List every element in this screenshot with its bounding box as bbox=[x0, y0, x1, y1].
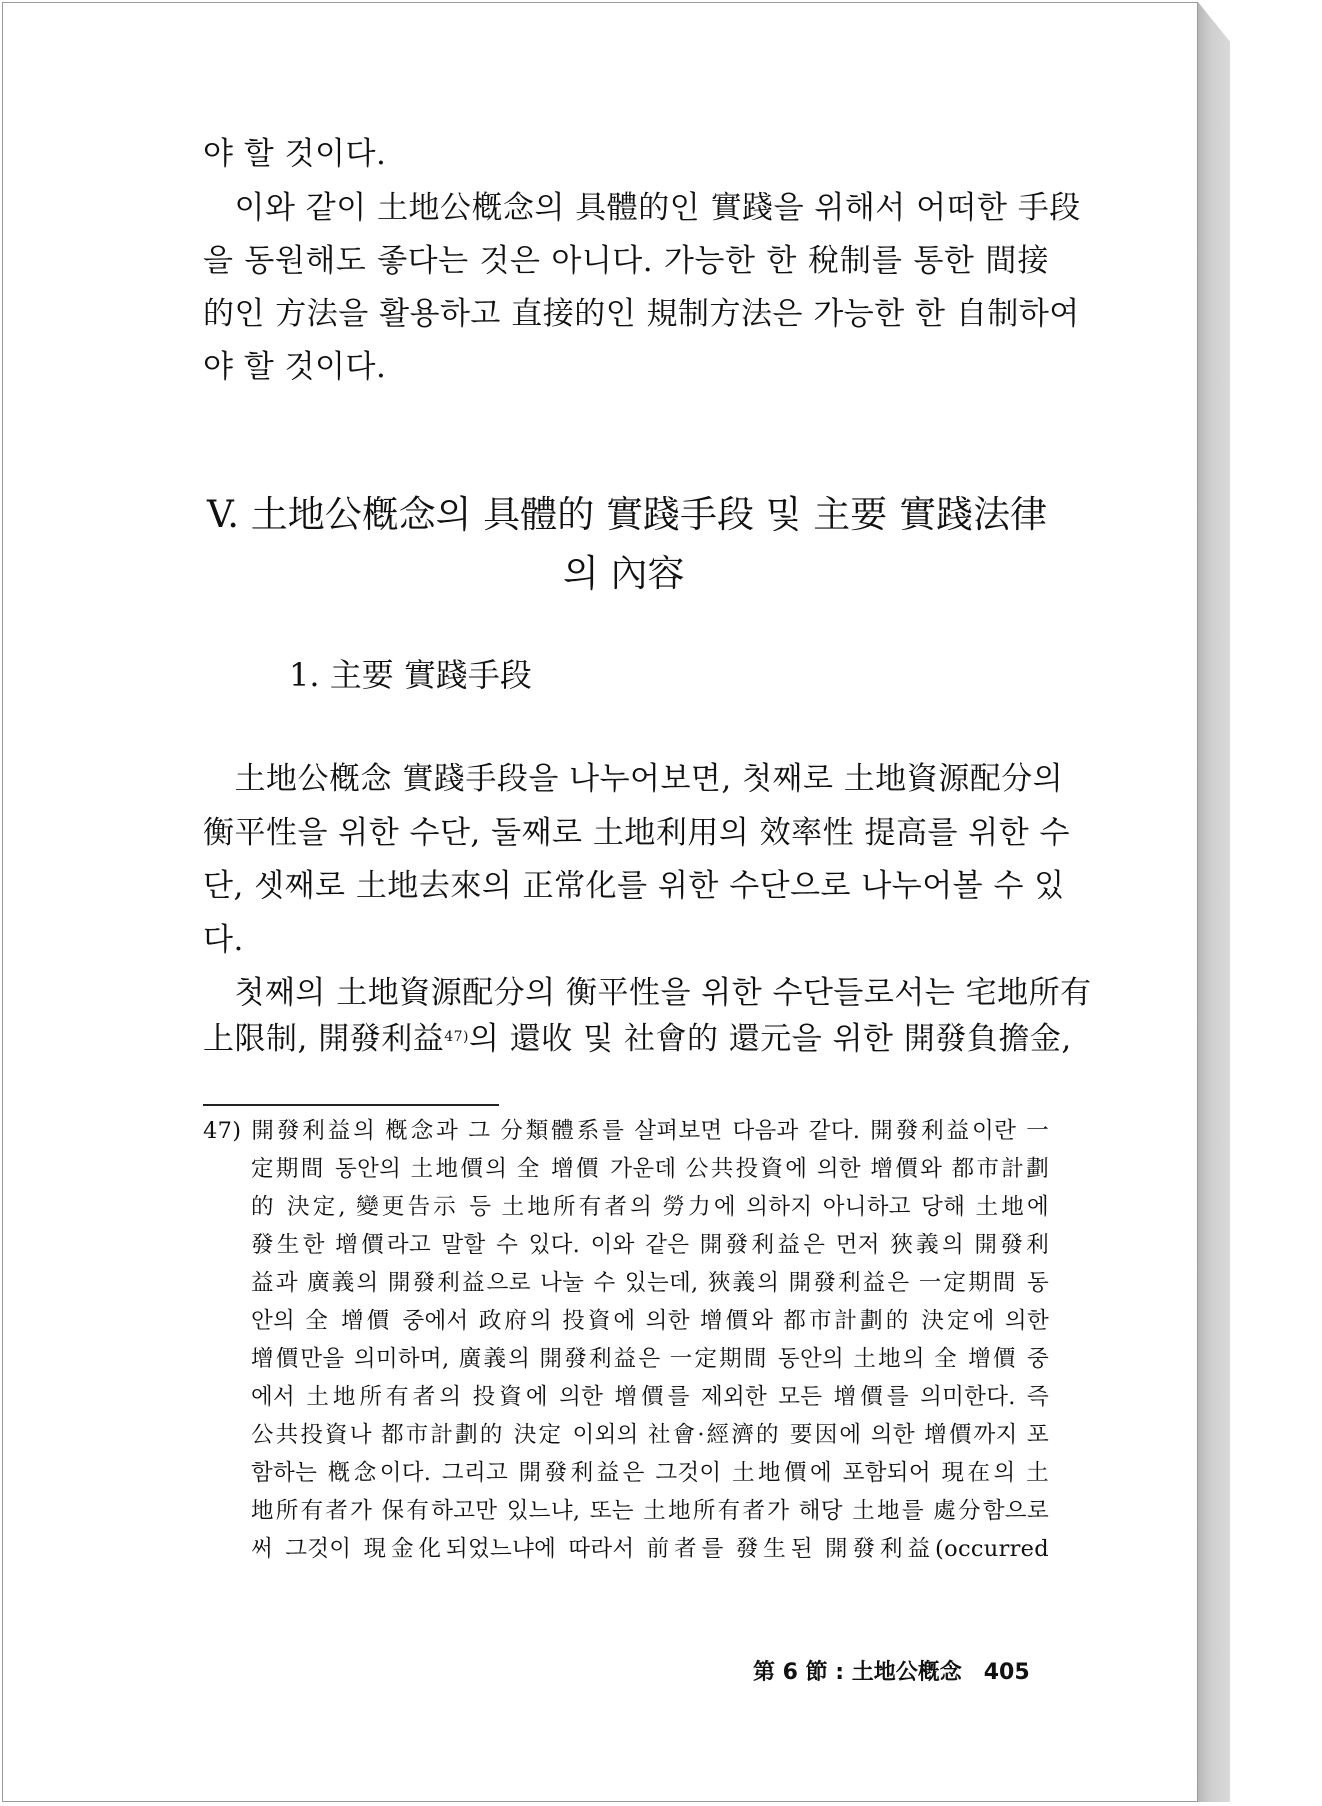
section-heading-continued: 의 內容 bbox=[563, 552, 685, 595]
footnote-line-7: 增價만을 의미하며, 廣義의 開發利益은 一定期間 동안의 土地의 全 增價 중 bbox=[251, 1346, 1049, 1372]
footnote-line-2: 定期間 동안의 土地價의 全 增價 가운데 公共投資에 의한 增價와 都市計劃 bbox=[251, 1156, 1049, 1182]
footnote-line-8: 에서 土地所有者의 投資에 의한 增價를 제외한 모든 增價를 의미한다. 즉 bbox=[251, 1384, 1049, 1410]
footnote-line-9: 公共投資나 都市計劃的 決定 이외의 社會·經濟的 要因에 의한 增價까지 포 bbox=[251, 1422, 1049, 1448]
footnote-line-10: 함하는 槪念이다. 그리고 開發利益은 그것이 土地價에 포함되어 現在의 土 bbox=[251, 1460, 1049, 1486]
intro-line-2: 이와 같이 土地公槪念의 具體的인 實踐을 위해서 어떠한 手段 bbox=[203, 190, 1081, 226]
para1-line-3: 단, 셋째로 土地去來의 正常化를 위한 수단으로 나누어볼 수 있 bbox=[203, 868, 1065, 904]
footnote-divider bbox=[203, 1104, 499, 1106]
subsection-heading: 1. 主要 實踐手段 bbox=[289, 656, 532, 694]
page-edge-shadow bbox=[1198, 2, 1230, 1802]
page-footer bbox=[753, 1655, 1030, 1686]
footnote-reference: 47) bbox=[444, 1029, 469, 1045]
footnote-line-1: 47) 開發利益의 槪念과 그 分類體系를 살펴보면 다음과 같다. 開發利益이란 一 bbox=[203, 1118, 1049, 1144]
para2-line-2-start: 上限制, 開發利益 bbox=[203, 1021, 445, 1057]
document-page bbox=[2, 2, 1198, 1802]
page-number: 405 bbox=[983, 1660, 1030, 1685]
footnote-line-3: 的 決定, 變更告示 등 土地所有者의 勞力에 의하지 아니하고 당해 土地에 bbox=[251, 1194, 1049, 1220]
footnote-line-4: 發生한 增價라고 말할 수 있다. 이와 같은 開發利益은 먼저 狹義의 開發利 bbox=[251, 1232, 1049, 1258]
footnote-line-6: 안의 全 增價 중에서 政府의 投資에 의한 增價와 都市計劃的 決定에 의한 bbox=[251, 1308, 1049, 1334]
para1-line-1: 土地公槪念 實踐手段을 나누어보면, 첫째로 土地資源配分의 bbox=[203, 761, 1064, 797]
intro-line-1: 야 할 것이다. bbox=[203, 136, 387, 172]
intro-line-5: 야 할 것이다. bbox=[203, 349, 387, 385]
para1-line-2: 衡平性을 위한 수단, 둘째로 土地利用의 效率性 提高를 위한 수 bbox=[203, 815, 1070, 851]
footer-section-title: 第 6 節 : 土地公槪念 bbox=[753, 1660, 962, 1685]
para2-line-2 bbox=[203, 1019, 1072, 1059]
footnote-line-12: 써 그것이 現金化되었느냐에 따라서 前者를 發生된 開發利益(occurred bbox=[251, 1536, 1049, 1562]
para2-line-1: 첫째의 土地資源配分의 衡平性을 위한 수단들로서는 宅地所有 bbox=[203, 975, 1092, 1011]
footnote-line-11: 地所有者가 保有하고만 있느냐, 또는 土地所有者가 해당 土地를 處分함으로 bbox=[251, 1498, 1049, 1524]
section-heading: V. 土地公槪念의 具體的 實踐手段 및 主要 實踐法律 bbox=[207, 493, 1048, 536]
para2-line-2-end: 의 還收 및 社會的 還元을 위한 開發負擔金, bbox=[469, 1021, 1072, 1057]
intro-line-3: 을 동원해도 좋다는 것은 아니다. 가능한 한 稅制를 통한 間接 bbox=[203, 243, 1049, 279]
para1-line-4: 다. bbox=[203, 922, 244, 958]
intro-line-4: 的인 方法을 활용하고 直接的인 規制方法은 가능한 한 自制하여 bbox=[203, 296, 1080, 332]
footnote-line-5: 益과 廣義의 開發利益으로 나눌 수 있는데, 狹義의 開發利益은 一定期間 동 bbox=[251, 1270, 1049, 1296]
